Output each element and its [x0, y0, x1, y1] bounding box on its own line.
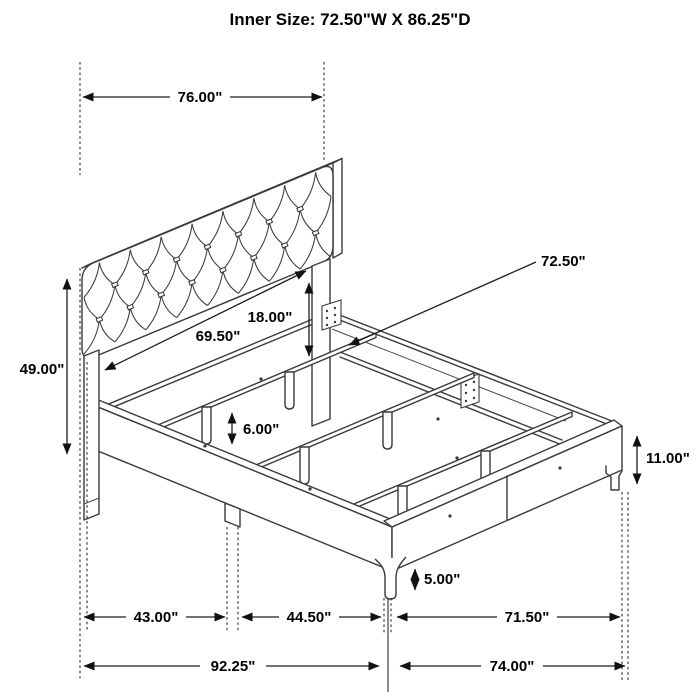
dimension-slat-leg-height: [232, 413, 279, 444]
dimension-annotations: [20, 88, 690, 675]
dimension-overall-depth: [84, 657, 379, 675]
dimension-frame-height: [637, 436, 690, 484]
slat-1: [146, 333, 376, 435]
bed-frame-drawing: [82, 159, 622, 600]
headboard-leg-left: [84, 350, 99, 520]
headboard-leg-right: [312, 259, 330, 426]
dimension-headboard-height: [20, 279, 67, 454]
slat-1-leg-b: [285, 372, 294, 409]
dim-label-width-span-front: 71.50": [504, 609, 550, 626]
dim-label-headboard-panel-height: 18.00": [247, 309, 293, 326]
dimension-depth-section-head: [84, 608, 225, 626]
dim-label-headboard-width-overall: 76.00": [177, 89, 223, 106]
dim-label-overall-depth: 92.25": [210, 658, 256, 675]
dimension-depth-section-mid: [242, 608, 381, 626]
dim-label-depth-section-mid: 44.50": [286, 609, 332, 626]
diagram-title: Inner Size: 72.50"W X 86.25"D: [229, 10, 471, 29]
dim-label-slat-length: 72.50": [541, 253, 586, 270]
slat-2-leg-b: [383, 412, 392, 449]
extension-lines: [80, 62, 628, 692]
dim-label-depth-section-head: 43.00": [133, 609, 179, 626]
dimension-slat-length: [349, 253, 586, 345]
headboard-side-band: [333, 159, 342, 259]
dimension-overall-width: [400, 657, 625, 675]
dim-label-overall-width: 74.00": [489, 658, 535, 675]
dimension-center-leg-height: [415, 569, 460, 590]
dim-label-slat-leg-height: 6.00": [243, 421, 280, 438]
dimension-width-span-front: [397, 608, 620, 626]
slat-1-leg-a: [202, 407, 211, 444]
dim-label-headboard-panel-width: 69.50": [195, 328, 241, 345]
dim-label-center-leg-height: 5.00": [424, 571, 461, 588]
dimension-headboard-panel-height: [248, 283, 309, 356]
dim-label-headboard-height: 49.00": [19, 361, 65, 378]
slat-2-leg-a: [300, 447, 309, 484]
dim-label-frame-height: 11.00": [646, 450, 690, 467]
dimension-headboard-width-overall: [83, 88, 322, 106]
front-center-leg: [375, 557, 406, 599]
